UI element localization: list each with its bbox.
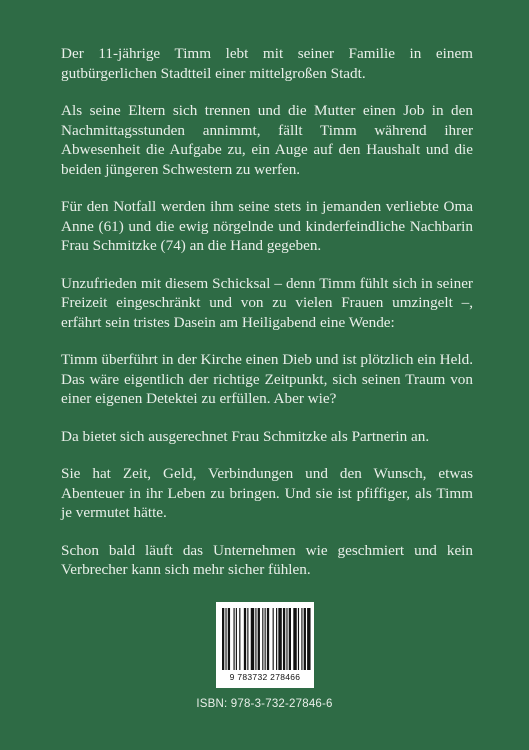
blurb-paragraph-4: Unzufrieden mit diesem Schicksal – denn Timm fühlt sich in seiner Freizeit eingeschränkt und von zu vielen Frauen umzingelt –, erfährt sein tristes Dasein am Heiligabend eine Wende:: [61, 274, 473, 331]
barcode-bar: [255, 608, 256, 670]
blurb-paragraph-6: Da bietet sich ausgerechnet Frau Schmitzke als Partnerin an.: [61, 427, 430, 445]
barcode-bar: [262, 608, 263, 670]
blurb-paragraph-7: Sie hat Zeit, Geld, Verbindungen und den Wunsch, etwas Abenteuer in ihr Leben zu bringen. Und sie ist pfiffiger, als Timm je vermutet hätte.: [61, 465, 473, 521]
barcode-bar: [286, 608, 287, 670]
barcode-bar: [289, 608, 291, 670]
barcode-bar: [239, 608, 240, 670]
barcode-bars: [216, 602, 314, 674]
barcode-bar: [228, 608, 230, 670]
barcode-bar: [276, 608, 277, 670]
blurb-text: [61, 44, 473, 598]
barcode: [216, 602, 314, 688]
barcode-bar: [273, 608, 274, 670]
barcode-bar: [244, 608, 246, 670]
barcode-bar: [265, 608, 266, 670]
barcode-bar: [222, 608, 224, 670]
barcode-digits: 9 783732 278466: [229, 672, 301, 682]
barcode-bar: [225, 608, 226, 670]
isbn-label: ISBN: 978-3-732-27846-6: [196, 698, 333, 710]
blurb-paragraph-1: Der 11-jährige Timm lebt mit seiner Familie in einem gutbürgerlichen Stadtteil einer mittelgroßen Stadt.: [61, 45, 473, 82]
barcode-bar: [247, 608, 248, 670]
barcode-bar: [258, 608, 260, 670]
barcode-bar: [278, 608, 281, 670]
barcode-bar: [301, 608, 302, 670]
barcode-bar: [293, 608, 296, 670]
barcode-bar: [251, 608, 254, 670]
barcode-bar: [267, 608, 269, 670]
barcode-bar: [234, 608, 235, 670]
blurb-paragraph-8: Schon bald läuft das Unternehmen wie geschmiert und kein Verbrecher kann sich mehr sicher fühlen.: [61, 541, 473, 578]
barcode-bar: [283, 608, 285, 670]
blurb-paragraph-5: Timm überführt in der Kirche einen Dieb und ist plötzlich ein Held. Das wäre eigentlich der richtige Zeitpunkt, sich seinen Traum von einer eigenen Detektei zu erfüllen. Aber wie?: [61, 351, 473, 407]
barcode-bar: [307, 608, 310, 670]
blurb-paragraph-2: Als seine Eltern sich trennen und die Mutter einen Job in den Nachmittagsstunden annimmt, fällt Timm während ihrer Abwesenheit die Aufgabe zu, ein Auge auf den Haushalt und die beiden jüngeren Schwestern zu werfen.: [61, 102, 473, 178]
barcode-bar: [298, 608, 299, 670]
barcode-bar: [304, 608, 306, 670]
blurb-paragraph-3: Für den Notfall werden ihm seine stets in jemanden verliebte Oma Anne (61) und die ewig nörgelnde und kinderfeindliche Nachbarin Frau Schmitzke (74) an die Hand gegeben.: [61, 198, 473, 254]
barcode-bar: [236, 608, 237, 670]
